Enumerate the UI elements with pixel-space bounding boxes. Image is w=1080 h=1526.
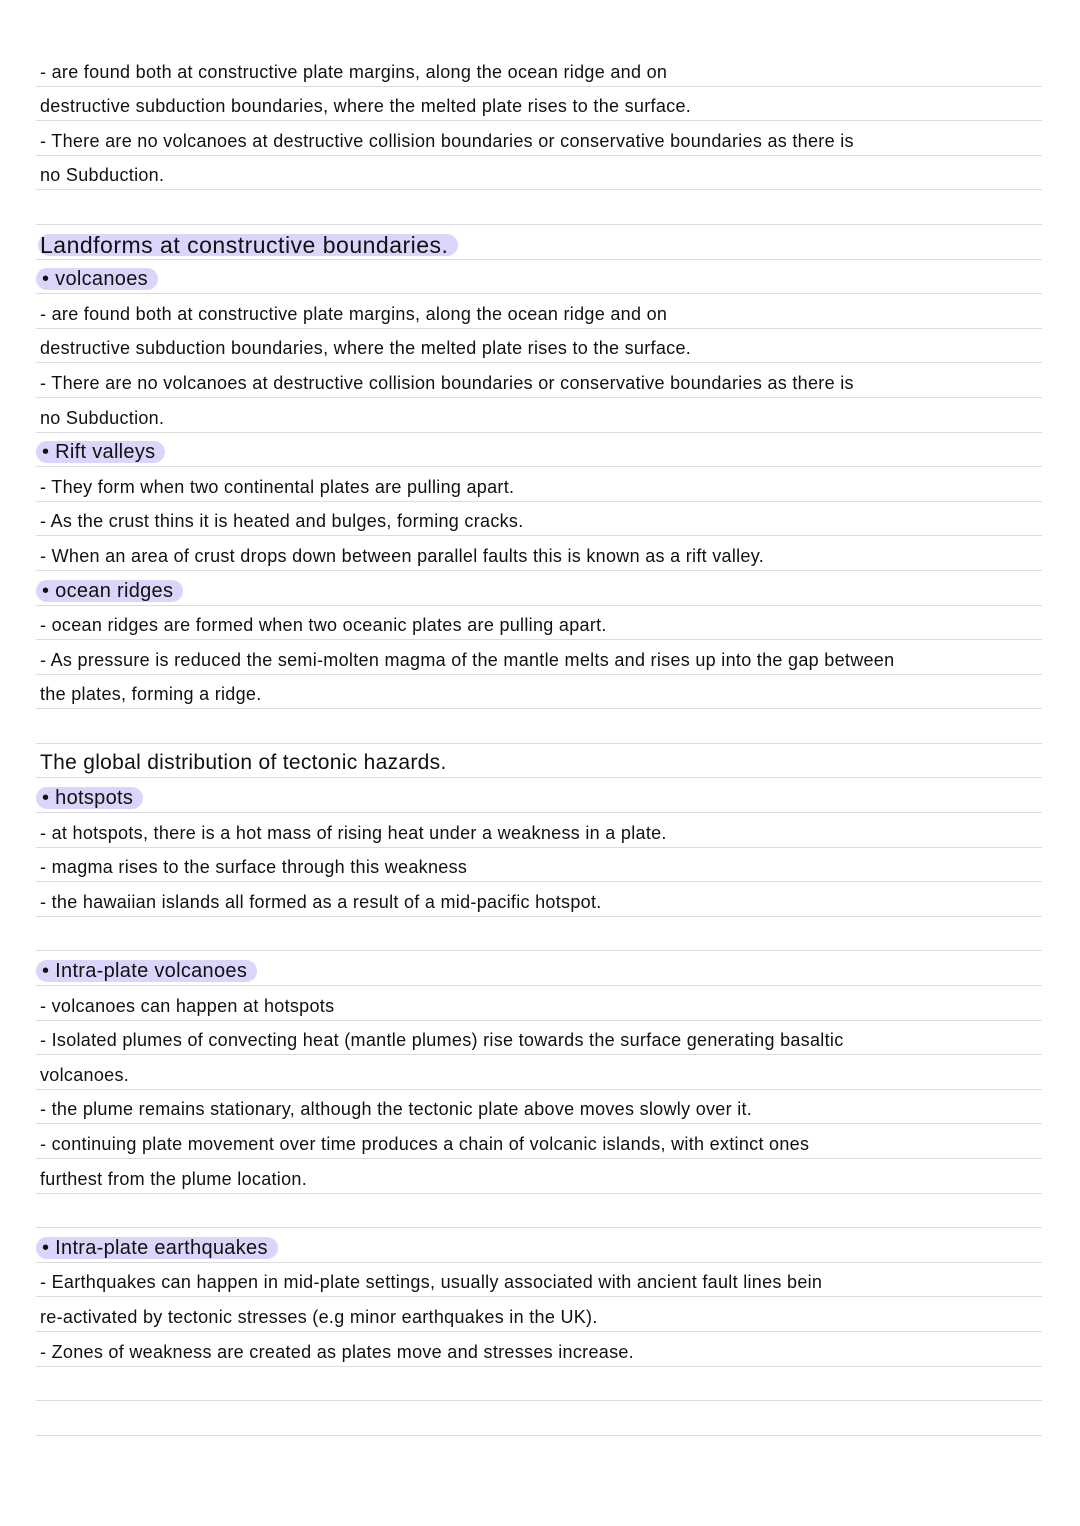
bullet-heading-line	[36, 951, 1042, 986]
note-line	[36, 606, 1042, 641]
note-line	[36, 1332, 1042, 1367]
note-text: - Earthquakes can happen in mid-plate settings, usually associated with ancient fault lines bein	[40, 1272, 823, 1293]
highlighted-subheading: • hotspots	[36, 787, 143, 809]
note-line	[36, 52, 1042, 87]
highlighted-subheading: • Rift valleys	[36, 441, 165, 463]
highlighted-subheading: • ocean ridges	[36, 580, 183, 602]
note-text: - continuing plate movement over time produces a chain of volcanic islands, with extinct ones	[40, 1134, 810, 1154]
section-heading-line	[36, 225, 1042, 260]
note-text: - volcanoes can happen at hotspots	[40, 995, 335, 1016]
highlighted-subheading: • Intra-plate volcanoes	[36, 960, 257, 982]
note-line	[36, 121, 1042, 156]
highlighted-subheading: • volcanoes	[36, 268, 158, 290]
note-line	[36, 1021, 1042, 1056]
note-text: - As pressure is reduced the semi-molten magma of the mantle melts and rises up into the gap between	[40, 649, 895, 670]
note-line	[36, 1055, 1042, 1090]
note-text: destructive subduction boundaries, where the melted plate rises to the surface.	[40, 338, 692, 359]
bullet-heading-line	[36, 571, 1042, 606]
note-line	[36, 294, 1042, 329]
note-line	[36, 640, 1042, 675]
blank-ruled-line	[36, 1194, 1042, 1229]
note-line	[36, 813, 1042, 848]
note-text: - Isolated plumes of convecting heat (mantle plumes) rise towards the surface generating basaltic	[40, 1030, 844, 1051]
note-line	[36, 675, 1042, 710]
note-text: - magma rises to the surface through this weakness	[40, 857, 468, 878]
note-text: - are found both at constructive plate margins, along the ocean ridge and on	[40, 61, 668, 82]
note-text: no Subduction.	[40, 407, 165, 428]
note-text: - the plume remains stationary, although the tectonic plate above moves slowly over it.	[40, 1099, 753, 1120]
note-text: - They form when two continental plates are pulling apart.	[40, 476, 515, 497]
bullet-heading-line	[36, 1228, 1042, 1263]
note-line	[36, 502, 1042, 537]
note-line	[36, 363, 1042, 398]
note-text: furthest from the plume location.	[40, 1168, 308, 1189]
note-text: - ocean ridges are formed when two oceanic plates are pulling apart.	[40, 615, 607, 636]
bullet-heading-line	[36, 260, 1042, 295]
bullet-heading-line	[36, 433, 1042, 468]
note-text: - There are no volcanoes at destructive collision boundaries or conservative boundaries as there is	[40, 130, 854, 151]
note-text: no Subduction.	[40, 165, 165, 186]
note-line	[36, 1297, 1042, 1332]
note-line	[36, 329, 1042, 364]
note-line	[36, 156, 1042, 191]
note-text: destructive subduction boundaries, where the melted plate rises to the surface.	[40, 96, 692, 117]
note-line	[36, 1090, 1042, 1125]
note-text: - As the crust thins it is heated and bulges, forming cracks.	[40, 511, 524, 532]
note-line	[36, 467, 1042, 502]
blank-ruled-line	[36, 190, 1042, 225]
blank-ruled-line	[36, 709, 1042, 744]
note-line	[36, 87, 1042, 122]
note-text: re-activated by tectonic stresses (e.g minor earthquakes in the UK).	[40, 1306, 598, 1327]
note-line	[36, 1124, 1042, 1159]
note-line	[36, 536, 1042, 571]
note-line	[36, 398, 1042, 433]
note-text: - at hotspots, there is a hot mass of rising heat under a weakness in a plate.	[40, 822, 667, 843]
note-line	[36, 986, 1042, 1021]
section-heading: Landforms at constructive boundaries.	[38, 234, 458, 256]
note-text: - There are no volcanoes at destructive collision boundaries or conservative boundaries as there is	[40, 372, 854, 393]
section-heading-line	[36, 744, 1042, 779]
note-text: - are found both at constructive plate margins, along the ocean ridge and on	[40, 303, 668, 324]
note-line	[36, 848, 1042, 883]
note-text: the plates, forming a ridge.	[40, 684, 262, 705]
note-text: - the hawaiian islands all formed as a result of a mid-pacific hotspot.	[40, 891, 602, 912]
note-text: - When an area of crust drops down between parallel faults this is known as a rift valley.	[40, 545, 765, 566]
note-text: - Zones of weakness are created as plates move and stresses increase.	[40, 1341, 634, 1362]
bullet-heading-line	[36, 778, 1042, 813]
note-line	[36, 1263, 1042, 1298]
blank-ruled-line	[36, 1367, 1042, 1402]
note-text: volcanoes.	[40, 1064, 130, 1085]
section-heading: The global distribution of tectonic hazards.	[40, 751, 447, 775]
blank-ruled-line	[36, 917, 1042, 952]
highlighted-subheading: • Intra-plate earthquakes	[36, 1237, 278, 1259]
blank-ruled-line	[36, 1401, 1042, 1436]
note-line	[36, 882, 1042, 917]
lined-notes-page	[0, 52, 1080, 1436]
note-line	[36, 1159, 1042, 1194]
